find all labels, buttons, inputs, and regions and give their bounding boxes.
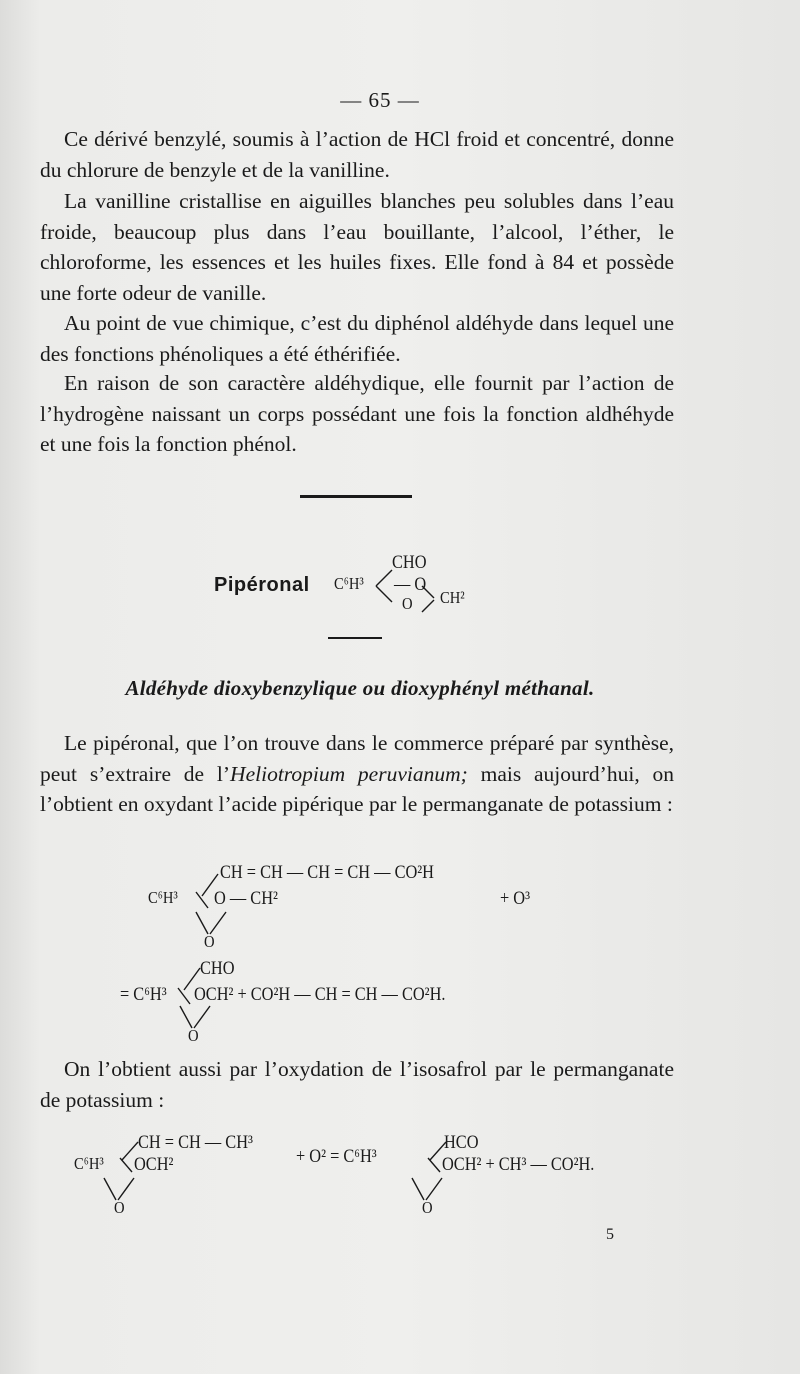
- heading-formula-prefix: C⁶H³: [334, 574, 364, 593]
- reaction-1-product-prefix: = C⁶H³: [120, 984, 167, 1005]
- paragraph-piperonal-text-b: mais aujourd’hui, on l’obtient en oxydant l’acide pipérique par le permanganate de potassium :: [40, 761, 674, 816]
- paragraph-piperonal-italic: Heliotropium peruvianum;: [230, 761, 468, 786]
- reaction-2-och: OCH²: [134, 1154, 174, 1175]
- section-rule-top: [300, 495, 412, 498]
- reaction-1-prefix: C⁶H³: [148, 888, 178, 907]
- reaction-2-middle: + O² = C⁶H³: [296, 1146, 377, 1167]
- paragraph-2-text: La vanilline cristallise en aiguilles blanches peu solubles dans l’eau froide, beaucoup plus dans l’eau bouillante, l’alcool, l’éther, le chloroforme, les essences et les huiles fixes. Elle fond à 84 et possède une forte odeur de vanille.: [40, 189, 674, 305]
- section-heading: [214, 552, 544, 622]
- section-rule-bottom: [328, 637, 382, 639]
- reaction-1-cho: CHO: [200, 958, 235, 979]
- paragraph-isosafrol-text: On l’obtient aussi par l’oxydation de l’isosafrol par le permanganate de potassium :: [40, 1057, 674, 1112]
- paragraph-1: [40, 124, 674, 185]
- reaction-1-oxygen-2: O: [188, 1026, 199, 1045]
- reaction-2-hco: HCO: [444, 1132, 479, 1153]
- reaction-1-line2: O — CH²: [214, 888, 278, 909]
- heading-formula-ch2: CH²: [440, 588, 465, 607]
- reaction-2-oxygen-left: O: [114, 1198, 125, 1217]
- reaction-2-oxygen-right: O: [422, 1198, 433, 1217]
- signature-number: 5: [606, 1226, 614, 1243]
- heading-formula-o2: O: [402, 594, 413, 613]
- paragraph-3: [40, 308, 674, 369]
- reaction-1-product: OCH² + CO²H — CH = CH — CO²H.: [194, 984, 446, 1005]
- reaction-2-product: OCH² + CH³ — CO²H.: [442, 1154, 595, 1175]
- heading-formula-o1: — O: [394, 574, 427, 595]
- paragraph-3-text: Au point de vue chimique, c’est du diphénol aldéhyde dans lequel une des fonctions phénoliques a été éthérifiée.: [40, 311, 674, 366]
- reaction-2: [74, 1132, 674, 1232]
- page-number: — 65 —: [340, 88, 420, 112]
- reaction-2-prefix: C⁶H³: [74, 1154, 104, 1173]
- reaction-1-oxygen: O: [204, 932, 215, 951]
- paragraph-2: [40, 186, 674, 308]
- paragraph-isosafrol: [40, 1054, 674, 1115]
- section-name: Pipéronal: [214, 574, 310, 596]
- section-subtitle: Aldéhyde dioxybenzylique ou dioxyphényl méthanal.: [125, 676, 595, 700]
- heading-formula-cho: CHO: [392, 552, 427, 573]
- paragraph-4: [40, 368, 674, 460]
- paragraph-1-text: Ce dérivé benzylé, soumis à l’action de HCl froid et concentré, donne du chlorure de benzyle et de la vanilline.: [40, 127, 674, 182]
- heading-ring-lines: [420, 582, 438, 618]
- paragraph-piperonal-text-a: Le pipéronal, que l’on trouve dans le commerce préparé par synthèse, peut s’extraire de l’: [40, 731, 674, 786]
- paragraph-4-text: En raison de son caractère aldéhydique, elle fournit par l’action de l’hydrogène naissant un corps possédant une fois la fonction aldhéhyde et une fois la fonction phénol.: [40, 371, 674, 456]
- reaction-1: [120, 862, 600, 1045]
- reaction-2-chain: CH = CH — CH³: [138, 1132, 253, 1153]
- reaction-1-line1: CH = CH — CH = CH — CO²H: [220, 862, 434, 883]
- paragraph-piperonal: [40, 728, 674, 820]
- reaction-1-reagent: + O³: [500, 888, 531, 909]
